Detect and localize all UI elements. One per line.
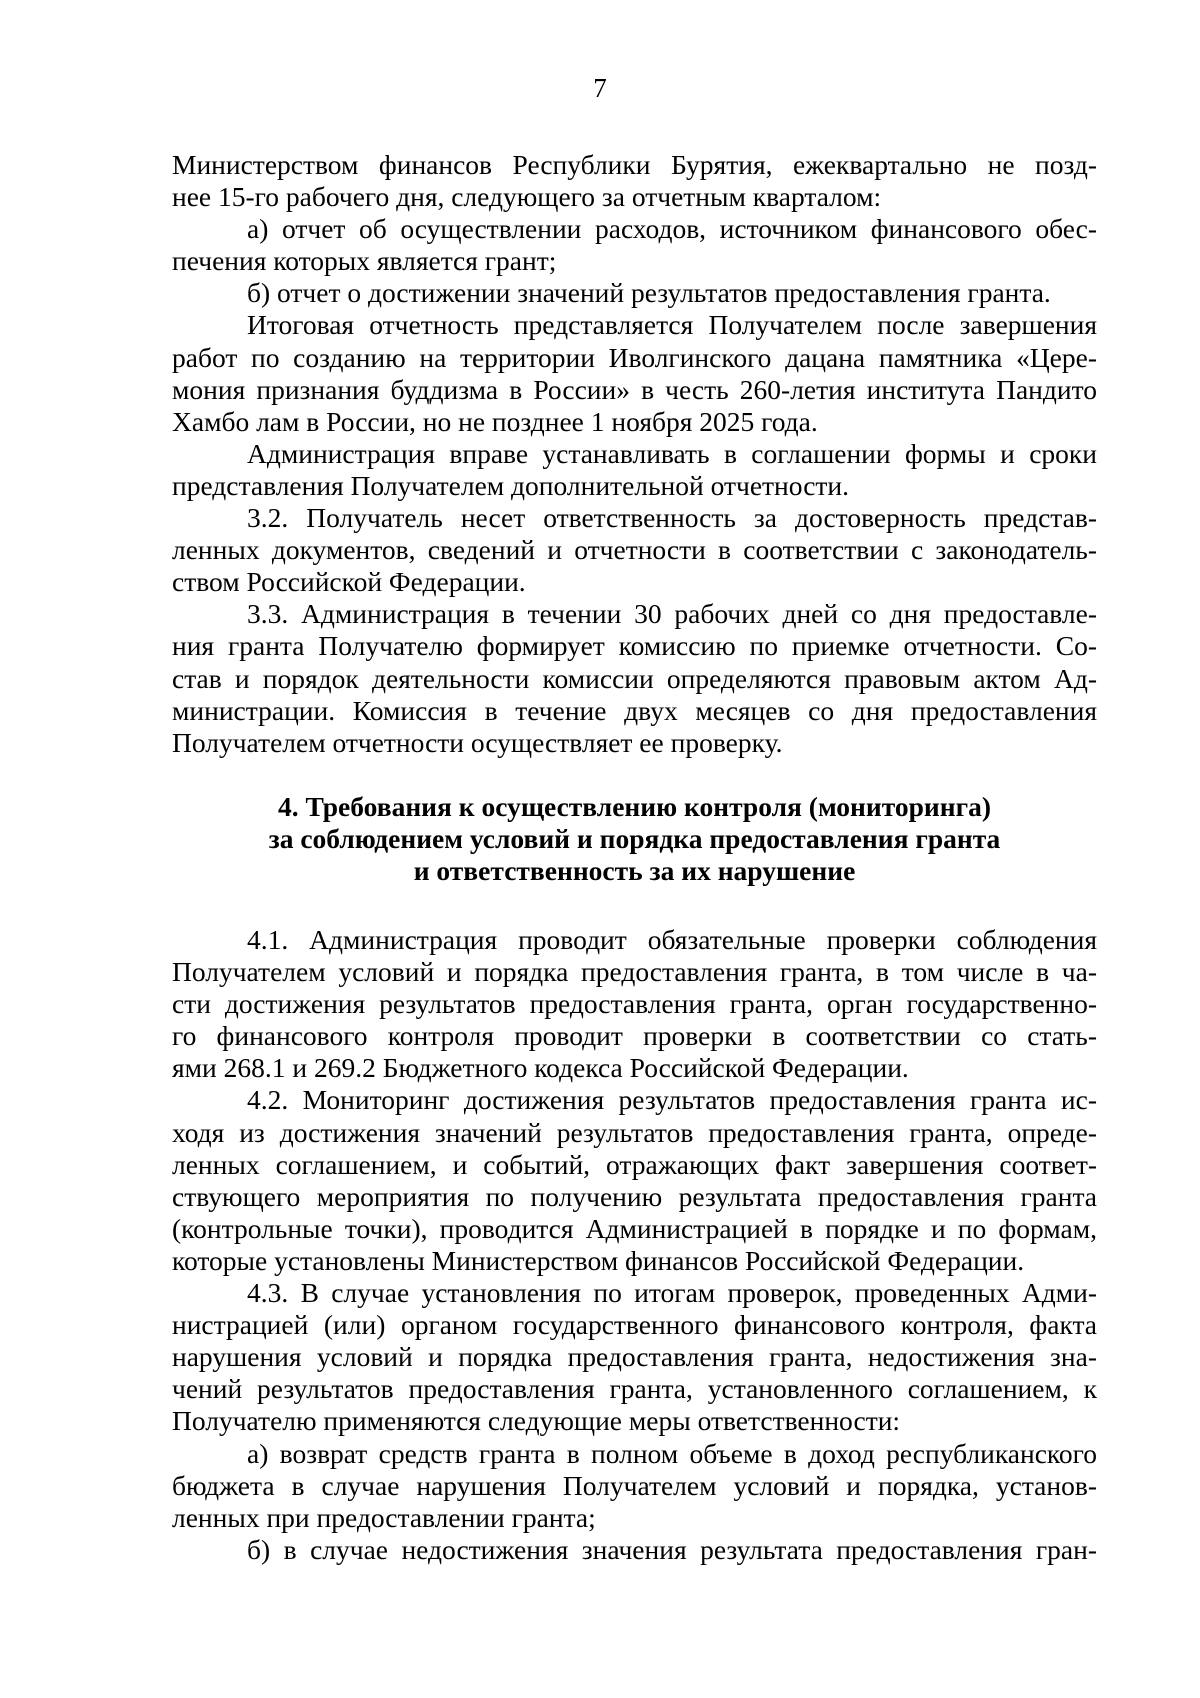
section-3-continued-text [172,149,1097,759]
text-line: представления Получателем дополнительной отчетности. [172,469,850,501]
text-line: а) возврат средств гранта в полном объеме в доход республиканского [247,1437,1097,1469]
text-line: 4.2. Мониторинг достижения результатов предоставления гранта ис- [247,1084,1097,1116]
heading-line: и ответственность за их нарушение [413,855,856,887]
heading-line: 4. Требования к осуществлению контроля (мониторинга) [277,791,992,822]
text-line: ходя из достижения значений результатов предоставления гранта, опреде- [172,1116,1097,1148]
text-line: мония признания буддизма в России» в честь 260-летия института Пандито [172,373,1097,405]
text-line: ями 268.1 и 269.2 Бюджетного кодекса Российской Федерации. [172,1052,909,1084]
text-line: став и порядок деятельности комиссии определяются правовым актом Ад- [172,662,1097,694]
text-line: (контрольные точки), проводится Администрацией в порядке и по формам, [172,1212,1097,1244]
text-line: печения которых является грант; [172,245,557,277]
text-line: чений результатов предоставления гранта, установленного соглашением, к [172,1373,1097,1405]
text-line: сти достижения результатов предоставления гранта, орган государственно- [172,988,1097,1020]
heading-line: за соблюдением условий и порядка предоставления гранта [268,823,1001,855]
text-line: ленных при предоставлении гранта; [172,1501,596,1533]
text-line: Итоговая отчетность представляется Получателем после завершения [247,309,1097,341]
text-line: ствующего мероприятия по получению результата предоставления гранта [172,1180,1097,1212]
text-line: 4.1. Администрация проводит обязательные проверки соблюдения [247,924,1097,955]
text-line: ством Российской Федерации. [172,566,526,598]
text-line: Министерством финансов Республики Бурятия, ежеквартально не позд- [172,149,1097,180]
text-line: б) в случае недостижения значения результата предоставления гран- [247,1533,1097,1565]
text-line: министрации. Комиссия в течение двух месяцев со дня предоставления [172,694,1097,726]
text-line: которые установлены Министерством финансов Российской Федерации. [172,1244,1025,1276]
text-line: Администрация вправе устанавливать в соглашении формы и сроки [247,437,1097,469]
text-line: б) отчет о достижении значений результатов предоставления гранта. [247,277,1051,309]
text-line: ленных соглашением, и событий, отражающих факт завершения соответ- [172,1148,1097,1180]
text-line: ленных документов, сведений и отчетности в соответствии с законодатель- [172,534,1097,566]
text-line: а) отчет об осуществлении расходов, источником финансового обес- [247,213,1097,245]
section-4-heading [172,791,1097,887]
text-line: нее 15-го рабочего дня, следующего за отчетным кварталом: [172,181,882,213]
text-line: Получателю применяются следующие меры ответственности: [172,1405,901,1437]
page-number: 7 [593,73,607,103]
text-line: Получателем отчетности осуществляет ее проверку. [172,726,783,758]
text-line: Получателем условий и порядка предоставления гранта, в том числе в ча- [172,956,1097,988]
text-line: нистрацией (или) органом государственного финансового контроля, факта [172,1309,1097,1341]
text-line: нарушения условий и порядка предоставления гранта, недостижения зна- [172,1341,1097,1373]
section-4-text [172,924,1097,1566]
text-line: 4.3. В случае установления по итогам проверок, проведенных Адми- [247,1277,1097,1309]
text-line: 3.2. Получатель несет ответственность за достоверность представ- [247,502,1097,534]
text-line: Хамбо лам в России, но не позднее 1 ноября 2025 года. [172,405,818,437]
text-line: 3.3. Администрация в течении 30 рабочих дней со дня предоставле- [247,598,1097,630]
text-line: ния гранта Получателю формирует комиссию по приемке отчетности. Со- [172,630,1097,662]
text-line: работ по созданию на территории Иволгинского дацана памятника «Цере- [172,341,1097,373]
text-line: бюджета в случае нарушения Получателем условий и порядка, установ- [172,1469,1097,1501]
text-line: го финансового контроля проводит проверки в соответствии со стать- [172,1020,1097,1052]
